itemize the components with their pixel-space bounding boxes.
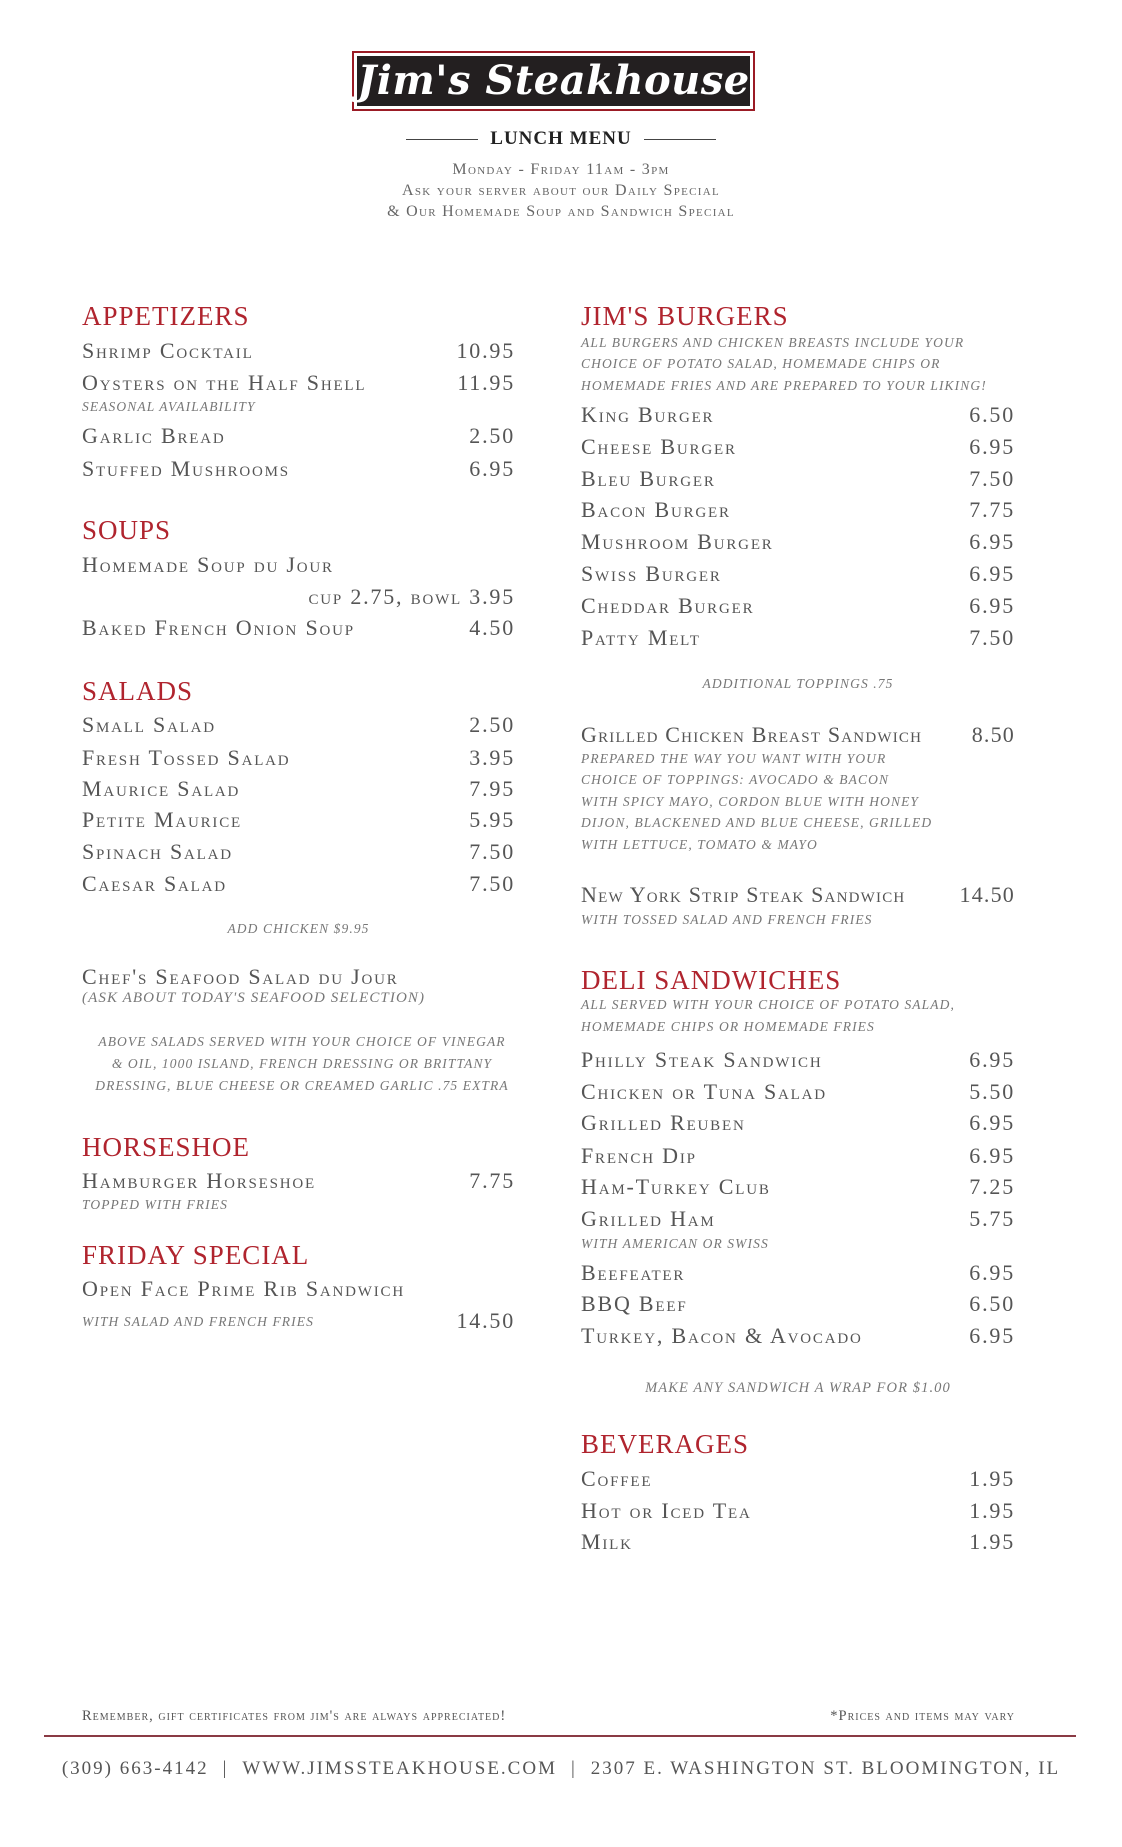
menu-item <box>82 964 515 990</box>
item-price: 1.95 <box>969 1498 1015 1523</box>
separator: | <box>222 1758 229 1779</box>
menu-item <box>581 1206 1015 1232</box>
item-price: 7.50 <box>969 625 1015 650</box>
item-name: cup 2.75, bowl 3.95 <box>308 584 515 609</box>
item-price: 5.95 <box>469 807 515 832</box>
section-desc: CHOICE OF POTATO SALAD, HOMEMADE CHIPS OR <box>581 356 941 371</box>
item-price: 6.95 <box>969 561 1015 586</box>
soup-special-note: & Our Homemade Soup and Sandwich Special <box>387 203 735 220</box>
item-name: Beefeater <box>581 1260 686 1285</box>
item-price: 1.95 <box>969 1529 1015 1554</box>
item-name: Swiss Burger <box>581 561 722 586</box>
website-link[interactable]: WWW.JIMSSTEAKHOUSE.COM <box>242 1758 557 1779</box>
item-price: 6.95 <box>969 593 1015 618</box>
menu-item <box>82 370 515 396</box>
menu-item <box>82 1168 515 1194</box>
item-name: Garlic Bread <box>82 423 226 448</box>
item-price: 7.95 <box>469 776 515 801</box>
item-price: 1.95 <box>969 1466 1015 1491</box>
menu-item-detail <box>82 1308 515 1334</box>
item-price: 11.95 <box>457 370 515 395</box>
item-price: 6.50 <box>969 1291 1015 1316</box>
section-title-horseshoe: HORSESHOE <box>82 1132 251 1162</box>
menu-item <box>82 423 515 449</box>
contact-info <box>0 1758 1122 1780</box>
menu-item <box>581 1174 1015 1200</box>
item-name: Chef's Seafood Salad du Jour <box>82 964 399 989</box>
item-name: Homemade Soup du Jour <box>82 552 334 577</box>
menu-item <box>581 625 1015 651</box>
prices-disclaimer: *Prices and items may vary <box>830 1708 1015 1724</box>
item-name: French Dip <box>581 1143 697 1168</box>
section-desc: HOMEMADE FRIES AND ARE PREPARED TO YOUR LIKING! <box>581 378 987 393</box>
item-price: 14.50 <box>959 882 1015 907</box>
menu-item <box>82 776 515 802</box>
menu-title-text: LUNCH MENU <box>490 128 632 149</box>
item-name: Cheddar Burger <box>581 593 755 618</box>
hours: Monday - Friday 11am - 3pm <box>452 161 670 178</box>
item-desc: WITH LETTUCE, TOMATO & MAYO <box>581 837 818 852</box>
item-name: Grilled Ham <box>581 1206 716 1231</box>
item-price: 14.50 <box>456 1308 515 1333</box>
item-price: 6.95 <box>969 1143 1015 1168</box>
item-note: WITH AMERICAN OR SWISS <box>581 1236 769 1251</box>
item-name: WITH SALAD AND FRENCH FRIES <box>82 1313 314 1329</box>
item-name: Small Salad <box>82 712 216 737</box>
menu-item <box>581 434 1015 460</box>
wrap-note: MAKE ANY SANDWICH A WRAP FOR $1.00 <box>645 1380 951 1396</box>
menu-item <box>82 552 515 578</box>
item-price: 6.95 <box>969 434 1015 459</box>
item-name: Cheese Burger <box>581 434 737 459</box>
menu-item <box>581 1047 1015 1073</box>
gift-certificate-note: Remember, gift certificates from jim's are always appreciated! <box>82 1708 507 1724</box>
item-name: Oysters on the Half Shell <box>82 370 367 395</box>
section-title-friday-special: FRIDAY SPECIAL <box>82 1240 310 1270</box>
menu-item <box>82 712 515 738</box>
add-chicken-note: ADD CHICKEN $9.95 <box>227 921 370 936</box>
logo: Jim's Steakhouse <box>352 51 755 111</box>
menu-item <box>82 839 515 865</box>
item-name: Bacon Burger <box>581 497 731 522</box>
section-title-burgers: JIM'S BURGERS <box>581 301 789 331</box>
menu-item <box>82 338 515 364</box>
item-price: 6.50 <box>969 402 1015 427</box>
menu-item <box>581 1143 1015 1169</box>
menu-item <box>581 1498 1015 1524</box>
item-price: 7.75 <box>969 497 1015 522</box>
item-name: New York Strip Steak Sandwich <box>581 882 906 907</box>
item-price: 8.50 <box>971 722 1015 747</box>
section-title-salads: SALADS <box>82 676 194 706</box>
dressing-note: ABOVE SALADS SERVED WITH YOUR CHOICE OF VINEGAR <box>98 1034 506 1049</box>
menu-item <box>82 456 515 482</box>
item-note: TOPPED WITH FRIES <box>82 1197 228 1212</box>
item-price: 2.50 <box>469 423 515 448</box>
item-name: Bleu Burger <box>581 466 716 491</box>
item-name: Grilled Chicken Breast Sandwich <box>581 722 923 747</box>
item-price: 10.95 <box>456 338 515 363</box>
menu-item <box>581 561 1015 587</box>
menu-item <box>82 807 515 833</box>
item-name: Turkey, Bacon & Avocado <box>581 1323 863 1348</box>
item-name: Hamburger Horseshoe <box>82 1168 316 1193</box>
item-name: Caesar Salad <box>82 871 227 896</box>
footer-divider <box>44 1735 1076 1737</box>
menu-item <box>581 529 1015 555</box>
menu-item <box>581 1466 1015 1492</box>
item-name: Milk <box>581 1529 633 1554</box>
menu-item <box>581 1323 1015 1349</box>
menu-item <box>581 1260 1015 1286</box>
section-desc: ALL BURGERS AND CHICKEN BREASTS INCLUDE YOUR <box>581 335 965 350</box>
item-name: Shrimp Cocktail <box>82 338 254 363</box>
item-name: Maurice Salad <box>82 776 241 801</box>
section-desc: HOMEMADE CHIPS OR HOMEMADE FRIES <box>581 1019 875 1034</box>
item-price: 7.25 <box>969 1174 1015 1199</box>
menu-item <box>581 1079 1015 1105</box>
item-desc: PREPARED THE WAY YOU WANT WITH YOUR <box>581 751 887 766</box>
menu-item <box>581 1529 1015 1555</box>
menu-item <box>82 615 515 641</box>
menu-item <box>581 497 1015 523</box>
item-price: 6.95 <box>969 1323 1015 1348</box>
item-price: 2.50 <box>469 712 515 737</box>
item-desc: CHOICE OF TOPPINGS: AVOCADO & BACON <box>581 772 890 787</box>
item-name: Hot or Iced Tea <box>581 1498 752 1523</box>
dressing-note: & OIL, 1000 ISLAND, FRENCH DRESSING OR BRITTANY <box>111 1056 493 1071</box>
item-name: Mushroom Burger <box>581 529 774 554</box>
phone-number: (309) 663-4142 <box>61 1758 209 1779</box>
item-name: King Burger <box>581 402 715 427</box>
menu-item <box>581 722 1015 748</box>
section-title-appetizers: APPETIZERS <box>82 301 250 331</box>
item-price: 5.50 <box>969 1079 1015 1104</box>
menu-item <box>581 593 1015 619</box>
item-price: 6.95 <box>969 529 1015 554</box>
section-title-beverages: BEVERAGES <box>581 1429 750 1459</box>
toppings-note: ADDITIONAL TOPPINGS .75 <box>702 676 894 691</box>
item-name: Open Face Prime Rib Sandwich <box>82 1276 405 1301</box>
menu-item <box>581 882 1015 908</box>
menu-item <box>82 1276 515 1302</box>
item-name: Coffee <box>581 1466 653 1491</box>
item-price: 7.50 <box>469 871 515 896</box>
item-note: (ASK ABOUT TODAY'S SEAFOOD SELECTION) <box>82 990 426 1006</box>
item-name: Petite Maurice <box>82 807 242 832</box>
item-price: 6.95 <box>969 1110 1015 1135</box>
menu-item-price <box>82 584 515 610</box>
menu-item <box>581 1110 1015 1136</box>
section-title-soups: SOUPS <box>82 515 172 545</box>
menu-item <box>82 871 515 897</box>
item-name: Stuffed Mushrooms <box>82 456 290 481</box>
item-price: 6.95 <box>469 456 515 481</box>
item-price: 5.75 <box>969 1206 1015 1231</box>
item-name: Ham-Turkey Club <box>581 1174 771 1199</box>
menu-title <box>0 128 1122 150</box>
item-price: 7.75 <box>469 1168 515 1193</box>
section-title-deli: DELI SANDWICHES <box>581 965 842 995</box>
menu-item <box>581 466 1015 492</box>
item-note: SEASONAL AVAILABILITY <box>82 399 256 414</box>
item-price: 7.50 <box>969 466 1015 491</box>
item-price: 6.95 <box>969 1047 1015 1072</box>
daily-special-note: Ask your server about our Daily Special <box>401 182 720 199</box>
item-price: 4.50 <box>469 615 515 640</box>
menu-item <box>581 1291 1015 1317</box>
address: 2307 E. WASHINGTON ST. BLOOMINGTON, IL <box>590 1758 1061 1779</box>
item-name: BBQ Beef <box>581 1291 688 1316</box>
dressing-note: DRESSING, BLUE CHEESE OR CREAMED GARLIC .75 EXTRA <box>95 1078 509 1093</box>
separator: | <box>570 1758 577 1779</box>
menu-item <box>581 402 1015 428</box>
item-name: Grilled Reuben <box>581 1110 746 1135</box>
item-name: Philly Steak Sandwich <box>581 1047 823 1072</box>
item-name: Fresh Tossed Salad <box>82 745 291 770</box>
item-note: WITH TOSSED SALAD AND FRENCH FRIES <box>581 912 873 927</box>
menu-item <box>82 745 515 771</box>
item-name: Patty Melt <box>581 625 701 650</box>
item-name: Spinach Salad <box>82 839 233 864</box>
item-desc: WITH SPICY MAYO, CORDON BLUE WITH HONEY <box>581 794 920 809</box>
item-price: 7.50 <box>469 839 515 864</box>
item-name: Baked French Onion Soup <box>82 615 355 640</box>
section-desc: ALL SERVED WITH YOUR CHOICE OF POTATO SALAD, <box>581 997 955 1012</box>
item-name: Chicken or Tuna Salad <box>581 1079 827 1104</box>
item-price: 3.95 <box>469 745 515 770</box>
item-desc: DIJON, BLACKENED AND BLUE CHEESE, GRILLED <box>581 815 933 830</box>
item-price: 6.95 <box>969 1260 1015 1285</box>
